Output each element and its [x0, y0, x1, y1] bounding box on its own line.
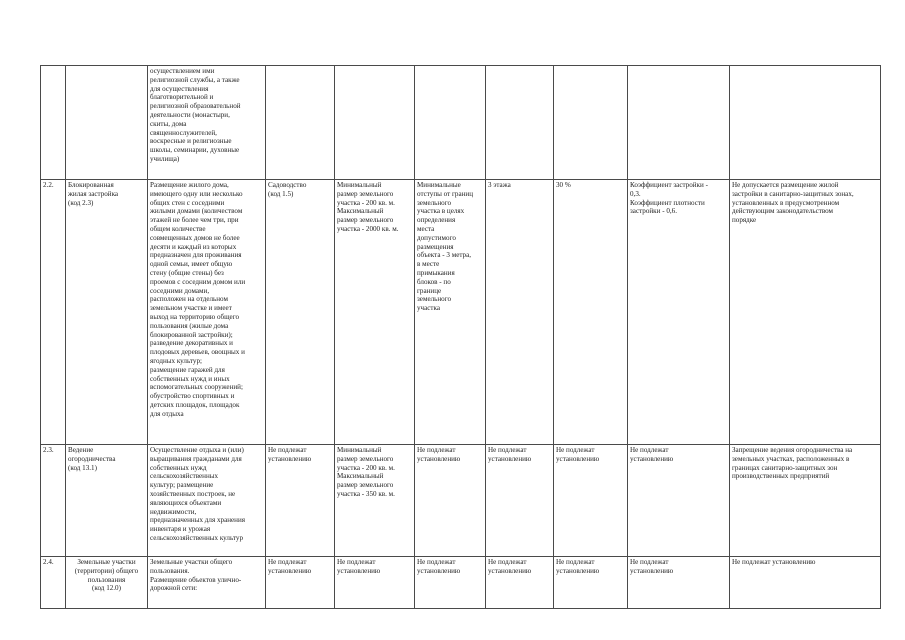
land-use-name-cell: Ведение огородничества (код 13.1) — [66, 445, 148, 557]
floors-cell: 3 этажа — [486, 180, 554, 445]
floors-cell — [486, 66, 554, 180]
land-use-name-cell: Блокированная жилая застройка (код 2.3) — [66, 180, 148, 445]
coefficients-cell: Не подлежат установлению — [628, 557, 730, 609]
restrictions-cell: Запрещение ведения огородничества на земельных участках, расположенных в границах санитарно-защитных зон производственных предприятий — [730, 445, 881, 557]
setbacks-cell: Не подлежат установлению — [415, 445, 486, 557]
setbacks-cell — [415, 66, 486, 180]
coefficients-cell: Коэффициент застройки - 0,3. Коэффициент плотности застройки - 0,6. — [628, 180, 730, 445]
zoning-regulations-table — [40, 65, 881, 609]
floors-cell: Не подлежат установлению — [486, 557, 554, 609]
coefficients-cell — [628, 66, 730, 180]
setbacks-cell: Минимальные отступы от границ земельного участка в целях определения места допустимого размещения объекта - 3 метра, в месте примыкания блоков - по границе земельного участка — [415, 180, 486, 445]
row-number-cell: 2.2. — [41, 180, 66, 445]
table-row — [41, 445, 881, 557]
coefficients-cell: Не подлежат установлению — [628, 445, 730, 557]
row-number-cell: 2.3. — [41, 445, 66, 557]
table-body — [41, 66, 881, 609]
restrictions-cell: Не допускается размещение жилой застройки в санитарно-защитных зонах, установленных в предусмотренном действующим законодательством порядке — [730, 180, 881, 445]
floors-cell: Не подлежат установлению — [486, 445, 554, 557]
coverage-cell: Не подлежат установлению — [554, 445, 628, 557]
plot-size-cell: Минимальный размер земельного участка - 200 кв. м. Максимальный размер земельного участка - 2000 кв. м. — [335, 180, 415, 445]
land-use-description-cell: осуществлением ими религиозной службы, а также для осуществления благотворительной и религиозной образовательной деятельности (монастыри, скиты, дома священнослужителей, воскресные и религиозные школы, семинарии, духовные училища) — [148, 66, 266, 180]
auxiliary-use-cell — [266, 66, 335, 180]
plot-size-cell: Минимальный размер земельного участка - 200 кв. м. Максимальный размер земельного участка - 350 кв. м. — [335, 445, 415, 557]
table-row — [41, 66, 881, 180]
land-use-name-cell — [66, 66, 148, 180]
auxiliary-use-cell: Не подлежат установлению — [266, 557, 335, 609]
coverage-cell: Не подлежат установлению — [554, 557, 628, 609]
table-row — [41, 180, 881, 445]
restrictions-cell — [730, 66, 881, 180]
restrictions-cell: Не подлежат установлению — [730, 557, 881, 609]
land-use-description-cell: Размещение жилого дома, имеющего одну или несколько общих стен с соседними жилыми домами (количеством этажей не более чем три, при общем количестве совмещенных домов не более десяти и каждый из которых предназначен для проживания одной семьи, имеет общую стену (общие стены) без проемов с соседним домом или соседними домами, расположен на отдельном земельном участке и имеет выход на территорию общего пользования (жилые дома блокированной застройки); разведение декоративных и плодовых деревьев, овощных и ягодных культур; размещение гаражей для собственных нужд и иных вспомогательных сооружений; обустройство спортивных и детских площадок, площадок для отдыха — [148, 180, 266, 445]
row-number-cell: 2.4. — [41, 557, 66, 609]
auxiliary-use-cell: Не подлежат установлению — [266, 445, 335, 557]
land-use-description-cell: Осуществление отдыха и (или) выращивания гражданами для собственных нужд сельскохозяйственных культур; размещение хозяйственных построек, не являющихся объектами недвижимости, предназначенных для хранения инвентаря и урожая сельскохозяйственных культур — [148, 445, 266, 557]
land-use-name-cell: Земельные участки (территории) общего пользования (код 12.0) — [66, 557, 148, 609]
table-row — [41, 557, 881, 609]
row-number-cell — [41, 66, 66, 180]
land-use-description-cell: Земельные участки общего пользования. Размещение объектов улично- дорожной сети: — [148, 557, 266, 609]
coverage-cell: 30 % — [554, 180, 628, 445]
coverage-cell — [554, 66, 628, 180]
plot-size-cell: Не подлежат установлению — [335, 557, 415, 609]
plot-size-cell — [335, 66, 415, 180]
setbacks-cell: Не подлежат установлению — [415, 557, 486, 609]
auxiliary-use-cell: Садоводство (код 1.5) — [266, 180, 335, 445]
